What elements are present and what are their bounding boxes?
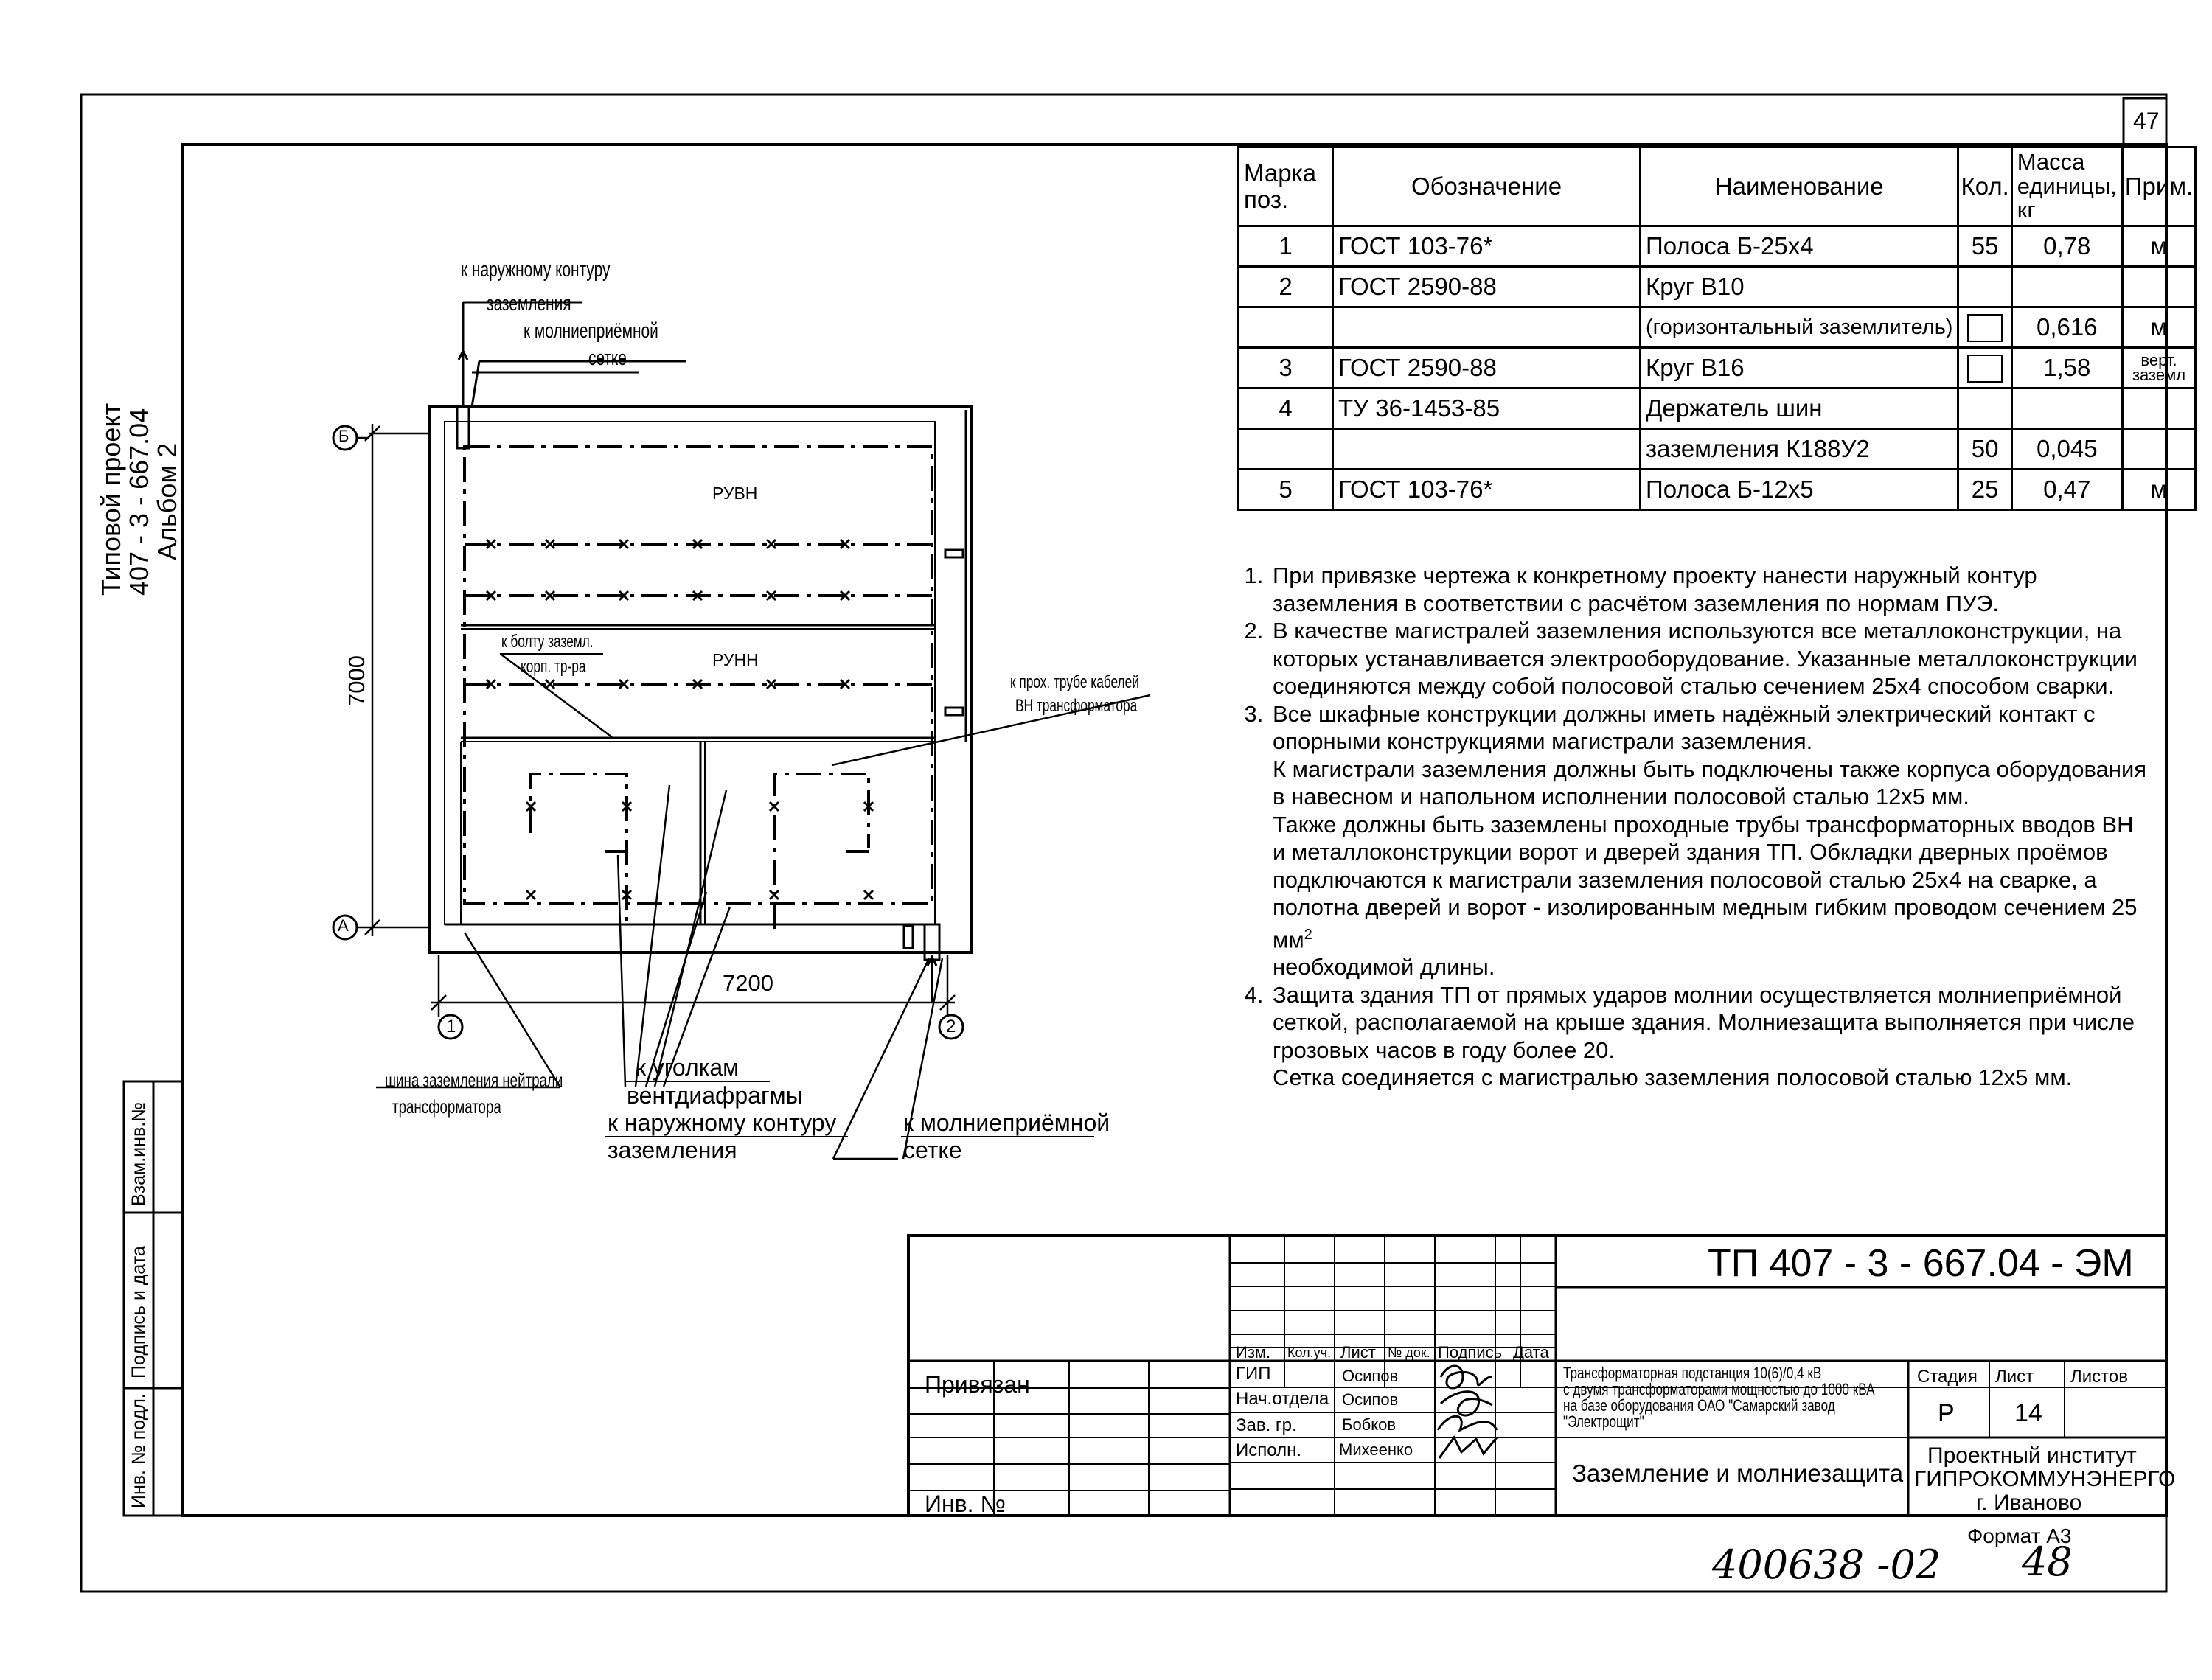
object-description-1: Трансформаторная подстанция 10(6)/0,4 кВ [1563,1364,1822,1382]
label-lightning-mesh-2: сетке [903,1137,962,1163]
tb-header-list: Лист [1340,1343,1376,1362]
col-note-header: Прим. [2122,147,2195,226]
cell-mark [1239,307,1333,348]
label-bolt-2: корп. тр-ра [521,657,586,677]
table-row [1239,267,2196,307]
role-nach-otdela-name: Осипов [1342,1390,1399,1409]
cell-qty [1958,348,2011,388]
format-label: Формат А3 [1967,1524,2072,1547]
note-text: К магистрали заземления должны быть подключены также корпуса оборудования в навесном и напольном исполнении полосовой сталью 12х5 мм. [1273,756,2147,809]
cell-name: Держатель шин [1641,388,1958,429]
cell-mass [2011,267,2122,307]
note-text: Все шкафные конструкции должны иметь надёжный электрический контакт с опорными конструкциями магистрали заземления. [1273,700,2096,754]
cell-designation: ГОСТ 103-76* [1333,470,1641,510]
label-top-outer-contour-2: заземления [487,292,571,316]
cell-designation [1333,429,1641,470]
cell-mass: 0,616 [2011,307,2122,348]
label-outer-contour: к наружному контуру [608,1109,837,1136]
room-label-rnn: РУНН [712,650,759,669]
tb-header-ndok: № док. [1388,1345,1430,1360]
note-item [1270,562,2152,617]
cell-name: Полоса Б-12х5 [1641,470,1958,510]
cell-mark: 3 [1239,348,1333,388]
cell-designation [1333,307,1641,348]
object-description-4: "Электрощит" [1563,1412,1644,1431]
col-mass-header: Масса единицы, кг [2011,147,2122,226]
stamp-podpis-data: Подпись и дата [128,1246,149,1378]
col-designation-header: Обозначение [1333,147,1641,226]
pipe-marks [945,410,966,742]
org-line-2: ГИПРОКОММУНЭНЕРГО [1914,1467,2176,1491]
cell-designation: ТУ 36-1453-85 [1333,388,1641,429]
project-title-line3: Альбом 2 [152,442,182,560]
note-text [1273,811,2152,954]
qty-box [1967,314,2003,342]
project-title-line1: Типовой проект [96,402,126,596]
stage-value: Р [1938,1399,1955,1427]
note-text: необходимой длины. [1273,954,1495,980]
note-text: В качестве магистралей заземления используются все металлоконструкции, на которых устанавливается электрооборудование. Указанные металлоконструкции соединяются между собой полосовой сталью сечением 25х4 способом сварки. [1273,618,2138,699]
role-nach-otdela: Нач.отдела [1236,1389,1329,1409]
room-label-rvn: РУВН [712,484,758,503]
specification-table [1237,146,2197,511]
cell-note: м [2122,307,2195,348]
role-gip-name: Осипов [1342,1367,1399,1385]
role-zav-gr: Зав. гр. [1236,1415,1297,1435]
label-neutral-bus: шина заземления нейтрали [385,1069,563,1091]
cell-note [2122,429,2195,470]
cell-note: верт. заземл [2122,348,2195,388]
cell-name: Круг В16 [1641,348,1958,388]
cell-qty: 55 [1958,226,2011,267]
grounding-bus-dashed [465,447,932,929]
holder-marks [487,540,873,899]
col-name-header: Наименование [1641,147,1958,226]
stamp-inv-podl: Инв. № подл. [128,1393,149,1508]
label-pipe-2: ВН трансформатора [1015,696,1138,716]
axis-1-marker: 1 [446,1017,456,1036]
cell-note: м [2122,470,2195,510]
table-row [1239,429,2196,470]
note-text-part: Также должны быть заземлены проходные трубы трансформаторных вводов ВН и металлоконструкции ворот и дверей здания ТП. Обкладки дверных проёмов подключаются к магистрали заземления полосовой сталью 25х4 на сварке, а полотна дверей и ворот - изолированным медным гибким проводом сечением 25 мм [1273,811,2138,952]
tb-header-podpis: Подпись [1438,1343,1503,1362]
superscript: 2 [1304,926,1312,943]
role-gip: ГИП [1236,1364,1271,1384]
label-ventdiafragma: вентдиафрагмы [627,1082,803,1109]
cell-mass [2011,388,2122,429]
table-row [1239,307,2196,348]
cell-mark: 2 [1239,267,1333,307]
cell-qty: 50 [1958,429,2011,470]
cell-name: Круг В10 [1641,267,1958,307]
table-row [1239,348,2196,388]
label-bolt-underline [500,653,603,655]
label-bolt: к болту заземл. [501,632,594,652]
inv-number-label: Инв. № [925,1491,1006,1517]
org-line-3: г. Иваново [1976,1491,2082,1515]
cell-mark: 5 [1239,470,1333,510]
col-qty-header: Кол. [1958,147,2011,226]
riser-bottom [904,924,939,1003]
cell-designation: ГОСТ 2590-88 [1333,348,1641,388]
note-item [1270,981,2152,1092]
label-outer-contour-2: заземления [608,1137,737,1163]
table-header-row [1239,147,2196,226]
axis-a-marker: А [338,916,349,935]
cell-mass: 0,47 [2011,470,2122,510]
note-item [1270,617,2152,700]
axis-2-marker: 2 [946,1017,956,1036]
sheets-label: Листов [2070,1367,2128,1387]
object-description-2: с двумя трансформаторами мощностью до 1000 кВА [1563,1380,1875,1398]
dimensions [333,424,963,1039]
table-row [1239,388,2196,429]
notes-list [1245,562,2152,1092]
document-code: ТП 407 - 3 - 667.04 - ЭМ [1708,1242,2134,1285]
sheet-value: 14 [2014,1399,2042,1427]
tb-header-data: Дата [1513,1343,1549,1362]
qty-box [1967,355,2003,383]
tb-header-izm: Изм. [1236,1343,1271,1362]
cell-mark: 1 [1239,226,1333,267]
sheet-label: Лист [1995,1367,2034,1387]
project-title-line2: 407 - 3 - 667.04 [124,408,154,596]
cell-designation: ГОСТ 2590-88 [1333,267,1641,307]
role-zav-gr-name: Бобков [1342,1415,1397,1434]
stage-label: Стадия [1917,1367,1978,1387]
col-mark-header: Марка поз. [1239,147,1333,226]
cell-qty [1958,307,2011,348]
cell-mass: 0,78 [2011,226,2122,267]
cell-name: (горизонтальный заземлитель) [1641,307,1958,348]
cell-mass: 0,045 [2011,429,2122,470]
cell-mark: 4 [1239,388,1333,429]
label-pipe: к прох. трубе кабелей [1010,672,1139,692]
role-ispoln-name: Михеенко [1339,1440,1413,1459]
note-text: Сетка соединяется с магистралью заземления полосовой сталью 12х5 мм. [1273,1064,2073,1091]
cell-note: м [2122,226,2195,267]
cell-name: Полоса Б-25х4 [1641,226,1958,267]
stamp-vzam-inv: Взам.инв.№ [128,1102,149,1206]
label-lightning-mesh: к молниеприёмной [903,1109,1110,1136]
label-ugolki: к уголкам [636,1054,740,1081]
label-neutral-bus-2: трансформатора [392,1095,501,1118]
dimension-width: 7200 [723,970,773,996]
cell-mark [1239,429,1333,470]
notes-block [1245,562,2152,1092]
label-top-mesh: к молниеприёмной [524,319,658,343]
table-row [1239,470,2196,510]
note-item [1270,700,2152,981]
table-row [1239,226,2196,267]
cell-qty [1958,267,2011,307]
axis-b-marker: Б [338,427,349,445]
cell-note [2122,388,2195,429]
org-line-1: Проектный институт [1927,1443,2137,1468]
handwritten-page: 48 [2022,1538,2073,1585]
handwritten-archive-number: 400638 -02 [1712,1541,1941,1588]
object-description-3: на базе оборудования ОАО "Самарский завод [1563,1396,1835,1415]
note-text: Защита здания ТП от прямых ударов молнии осуществляется молниеприёмной сеткой, располагаемой на крыше здания. Молниезащита выполняется при числе грозовых часов в году более 20. [1273,981,2135,1063]
dimension-height: 7000 [344,655,369,706]
sheet-title: Заземление и молниезащита [1572,1460,1904,1487]
note-text: При привязке чертежа к конкретному проекту нанести наружный контур заземления в соответствии с расчётом заземления по нормам ПУЭ. [1273,562,2037,616]
tb-header-koluch: Кол.уч. [1287,1345,1331,1360]
page-number: 47 [2133,108,2160,134]
cell-qty [1958,388,2011,429]
cell-mass: 1,58 [2011,348,2122,388]
cell-name: заземления К188У2 [1641,429,1958,470]
cell-note [2122,267,2195,307]
cell-designation: ГОСТ 103-76* [1333,226,1641,267]
label-top-mesh-2: сетке [588,346,627,370]
privyazan-label: Привязан [925,1371,1030,1398]
cell-qty: 25 [1958,470,2011,510]
label-top-outer-contour: к наружному контуру [461,258,611,282]
role-ispoln: Исполн. [1236,1440,1301,1460]
